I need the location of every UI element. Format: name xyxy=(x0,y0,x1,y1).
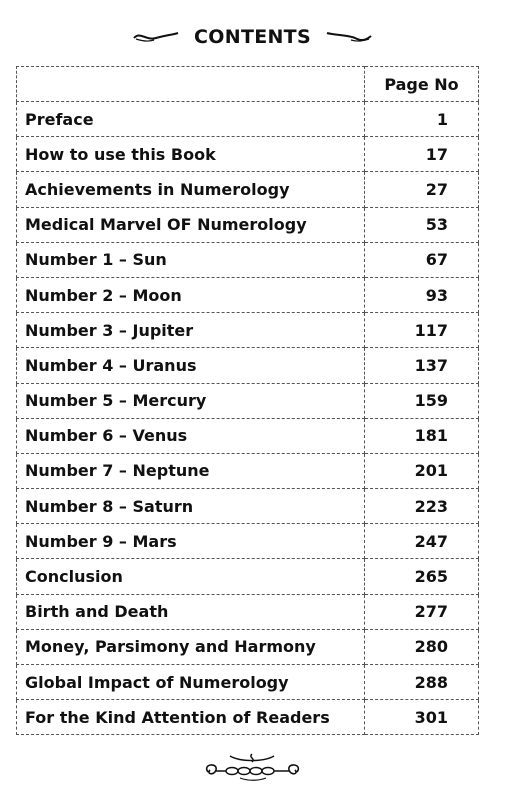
entry-title: Number 9 – Mars xyxy=(17,524,365,559)
entry-title: Number 3 – Jupiter xyxy=(17,313,365,348)
entry-title: For the Kind Attention of Readers xyxy=(17,700,365,735)
entry-page-number: 53 xyxy=(365,207,479,242)
entry-page-number: 117 xyxy=(365,313,479,348)
toc-row xyxy=(17,453,479,488)
entry-title: Money, Parsimony and Harmony xyxy=(17,629,365,664)
header-row xyxy=(17,67,479,102)
entry-page-number: 223 xyxy=(365,489,479,524)
toc-row xyxy=(17,102,479,137)
entry-page-number: 247 xyxy=(365,524,479,559)
entry-title: Birth and Death xyxy=(17,594,365,629)
entry-title: Number 4 – Uranus xyxy=(17,348,365,383)
entry-page-number: 67 xyxy=(365,242,479,277)
toc-row xyxy=(17,242,479,277)
entry-page-number: 288 xyxy=(365,665,479,700)
entry-page-number: 301 xyxy=(365,700,479,735)
toc-row xyxy=(17,313,479,348)
entry-title: Global Impact of Numerology xyxy=(17,665,365,700)
contents-table xyxy=(16,66,479,735)
left-swash-icon xyxy=(132,29,180,45)
toc-row xyxy=(17,383,479,418)
entry-page-number: 159 xyxy=(365,383,479,418)
page-column-header: Page No xyxy=(365,67,479,102)
entry-title: Number 8 – Saturn xyxy=(17,489,365,524)
toc-row xyxy=(17,524,479,559)
entry-page-number: 277 xyxy=(365,594,479,629)
toc-row xyxy=(17,137,479,172)
toc-row xyxy=(17,348,479,383)
entry-title: How to use this Book xyxy=(17,137,365,172)
entry-page-number: 93 xyxy=(365,277,479,312)
right-swash-icon xyxy=(325,29,373,45)
toc-row xyxy=(17,172,479,207)
toc-row xyxy=(17,665,479,700)
toc-row xyxy=(17,559,479,594)
entry-page-number: 27 xyxy=(365,172,479,207)
entry-title: Medical Marvel OF Numerology xyxy=(17,207,365,242)
entry-title: Number 7 – Neptune xyxy=(17,453,365,488)
contents-heading xyxy=(0,26,505,48)
entry-page-number: 137 xyxy=(365,348,479,383)
contents-list xyxy=(17,102,479,735)
page-title: CONTENTS xyxy=(194,26,311,48)
entry-title: Number 2 – Moon xyxy=(17,277,365,312)
entry-page-number: 1 xyxy=(365,102,479,137)
toc-row xyxy=(17,277,479,312)
toc-row xyxy=(17,489,479,524)
entry-title: Conclusion xyxy=(17,559,365,594)
toc-row xyxy=(17,418,479,453)
entry-page-number: 201 xyxy=(365,453,479,488)
entry-title: Number 5 – Mercury xyxy=(17,383,365,418)
entry-page-number: 265 xyxy=(365,559,479,594)
entry-title: Number 6 – Venus xyxy=(17,418,365,453)
entry-title: Number 1 – Sun xyxy=(17,242,365,277)
entry-page-number: 280 xyxy=(365,629,479,664)
toc-row xyxy=(17,207,479,242)
title-column-header xyxy=(17,67,365,102)
toc-row xyxy=(17,629,479,664)
entry-title: Achievements in Numerology xyxy=(17,172,365,207)
entry-page-number: 181 xyxy=(365,418,479,453)
decorative-flourish-icon xyxy=(200,750,305,782)
toc-row xyxy=(17,594,479,629)
entry-title: Preface xyxy=(17,102,365,137)
toc-row xyxy=(17,700,479,735)
entry-page-number: 17 xyxy=(365,137,479,172)
